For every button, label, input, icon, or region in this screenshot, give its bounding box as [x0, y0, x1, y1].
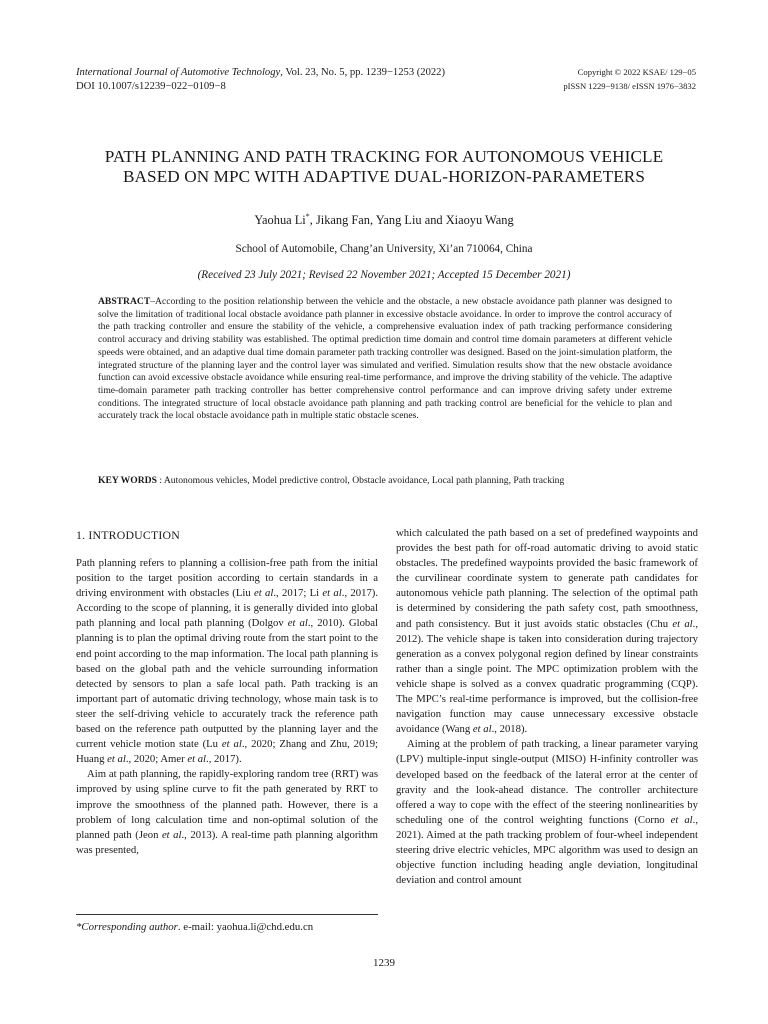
et-al: et al	[221, 738, 242, 751]
copyright-block	[563, 66, 696, 93]
text-run: which calculated the path based on a set of predefined waypoints and provides the best path for off-road automatic driving to avoid static obstacles. The predefined waypoints provided the basic framework of the curvilinear coordinate system to generate path candidates for autonomous vehicle path planning. The selection of the optimal path is determined by considering the path safety cost, path smoothness, and path consistency. But it just avoids static obstacles (Chu	[396, 527, 698, 630]
et-al: et al	[322, 587, 342, 600]
et-al: et al	[670, 813, 693, 826]
affiliation: School of Automobile, Chang’an University, Xi’an 710064, China	[235, 243, 533, 255]
keywords	[98, 475, 672, 488]
doi: DOI 10.1007/s12239−022−0109−8	[76, 80, 226, 92]
journal-header	[76, 66, 445, 93]
text-run: ., 2020; Amer	[125, 753, 188, 766]
abstract-label: ABSTRACT	[98, 296, 151, 307]
text-run: ., 2018).	[491, 723, 528, 736]
abstract	[98, 296, 672, 423]
text-run: ., 2013). A real-time path planning algorithm was presented,	[76, 828, 378, 856]
et-al: et al	[187, 753, 207, 766]
author-first: Yaohua Li	[254, 213, 306, 228]
footnote	[76, 921, 313, 933]
right-column	[396, 526, 698, 888]
text-run: ., 2010). Global planning is to plan the optimal driving route from the start point to the end point according to the map information. The local path planning is based on the global path and the vehicle surrounding information detected by sensors to plan a safe local path. Path tracking is an important part of automatic driving technology, whose main task is to steer the self-driving vehicle to accurately track the reference path based on the reference path outputted by the planning layer and the current vehicle motion state (Lu	[76, 617, 378, 751]
keywords-label: KEY WORDS	[98, 475, 157, 486]
page-number: 1239	[373, 957, 395, 969]
corresponding-mark: *	[305, 212, 310, 221]
paragraph	[396, 737, 698, 888]
text-run: Path planning refers to planning a collision-free path from the initial position to the target position according to certain standards in a driving environment with obstacles (Liu	[76, 557, 378, 600]
abstract-text: –According to the position relationship between the vehicle and the obstacle, a new obstacle avoidance path planner was designed to solve the limitation of traditional local obstacle avoidance path planner in excessive obstacle avoidance. In order to improve the control accuracy of the path tracking controller and ensure the stability of the vehicle, a comprehensive evaluation index of path tracking performance considering control accuracy and driving stability was established. The optimal prediction time domain and control time domain parameters at different vehicle speeds were obtained, and an adaptive dual time domain parameter path tracking controller was designed. Based on the joint-simulation platform, the integrated structure of the planning layer and the control layer was simulated and verified. Simulation results show that the new obstacle avoidance function can avoid excessive obstacle avoidance while ensuring real-time performance, and improve the driving stability of the vehicle. The adaptive time-domain parameter path tracking controller has better comprehensive control performance and can improve driving safety under extreme conditions. The integrated structure of local obstacle avoidance path planning and path tracking control are beneficial for the vehicle to plan and accurately track the local obstacle avoidance path in multiple static obstacle scenes.	[98, 296, 672, 422]
text-run: Aiming at the problem of path tracking, a linear parameter varying (LPV) multiple-input single-output (MISO) H-infinity controller was developed based on the feedback of the lateral error at the center of gravity and the look-ahead distance. The controller architecture offered a way to cope with the effect of the steering nonlinearities by scheduling one of the control weighting functions (Corno	[396, 738, 698, 826]
et-al: et al	[287, 617, 308, 630]
authors-rest: , Jikang Fan, Yang Liu and Xiaoyu Wang	[309, 213, 514, 228]
text-run: ., 2012). The vehicle shape is taken into consideration during trajectory generation as a convex polygonal region defined by linear constraints rather than a single point. The MPC optimization problem with the vehicle shape is solved as a convex quadratic programming (CQP). The MPC’s real-time performance is improved, but the collision-free navigation function may cause unnecessary excessive obstacle avoidance (Wang	[396, 617, 698, 736]
et-al: et al	[472, 723, 492, 736]
text-run: ., 2017).	[206, 753, 242, 766]
journal-volume-pages: , Vol. 23, No. 5, pp. 1239−1253 (2022)	[280, 67, 446, 78]
left-column	[76, 556, 378, 858]
keywords-text: : Autonomous vehicles, Model predictive control, Obstacle avoidance, Local path planning, Path tracking	[156, 475, 565, 486]
text-run: ., 2021). Aimed at the path tracking problem of four-wheel independent steering drive electric vehicles, MPC algorithm was used to design an objective function including heading angle deviation, longitudinal deviation and control amount	[396, 813, 698, 887]
paragraph	[396, 526, 698, 737]
issn: pISSN 1229−9138/ eISSN 1976−3832	[563, 80, 696, 91]
paragraph	[76, 556, 378, 767]
et-al: et al	[107, 753, 126, 766]
text-run: ., 2020; Zhang and Zhu, 2019; Huang	[76, 738, 379, 766]
et-al: et al	[253, 587, 274, 600]
footnote-label: *Corresponding author	[76, 921, 178, 933]
paragraph	[76, 767, 378, 858]
et-al: et al	[161, 828, 182, 841]
text-run: Aim at path planning, the rapidly-exploring random tree (RRT) was improved by using spline curve to fit the path generated by RRT to improve the smoothness of the planned path. However, there is a problem of long calculation time and non-optimal solution of the planned path (Jeon	[76, 768, 378, 841]
authors	[0, 212, 768, 228]
paper-title	[60, 147, 708, 187]
journal-name: International Journal of Automotive Technology	[76, 67, 281, 78]
footnote-divider	[76, 914, 378, 915]
title-line-1: PATH PLANNING AND PATH TRACKING FOR AUTONOMOUS VEHICLE	[104, 147, 664, 166]
text-run: ., 2017; Li	[273, 587, 323, 600]
journal-citation-line	[76, 66, 445, 80]
section-heading: 1. INTRODUCTION	[76, 528, 180, 542]
received-dates: (Received 23 July 2021; Revised 22 November 2021; Accepted 15 December 2021)	[197, 269, 571, 281]
et-al: et al	[672, 617, 693, 630]
copyright: Copyright © 2022 KSAE/ 129−05	[577, 67, 696, 77]
footnote-text: . e-mail: yaohua.li@chd.edu.cn	[177, 921, 314, 933]
title-line-2: BASED ON MPC WITH ADAPTIVE DUAL-HORIZON-PARAMETERS	[122, 167, 646, 186]
text-run: ., 2017). According to the scope of planning, it is generally divided into global path planning and local path planning (Dolgov	[76, 587, 379, 630]
